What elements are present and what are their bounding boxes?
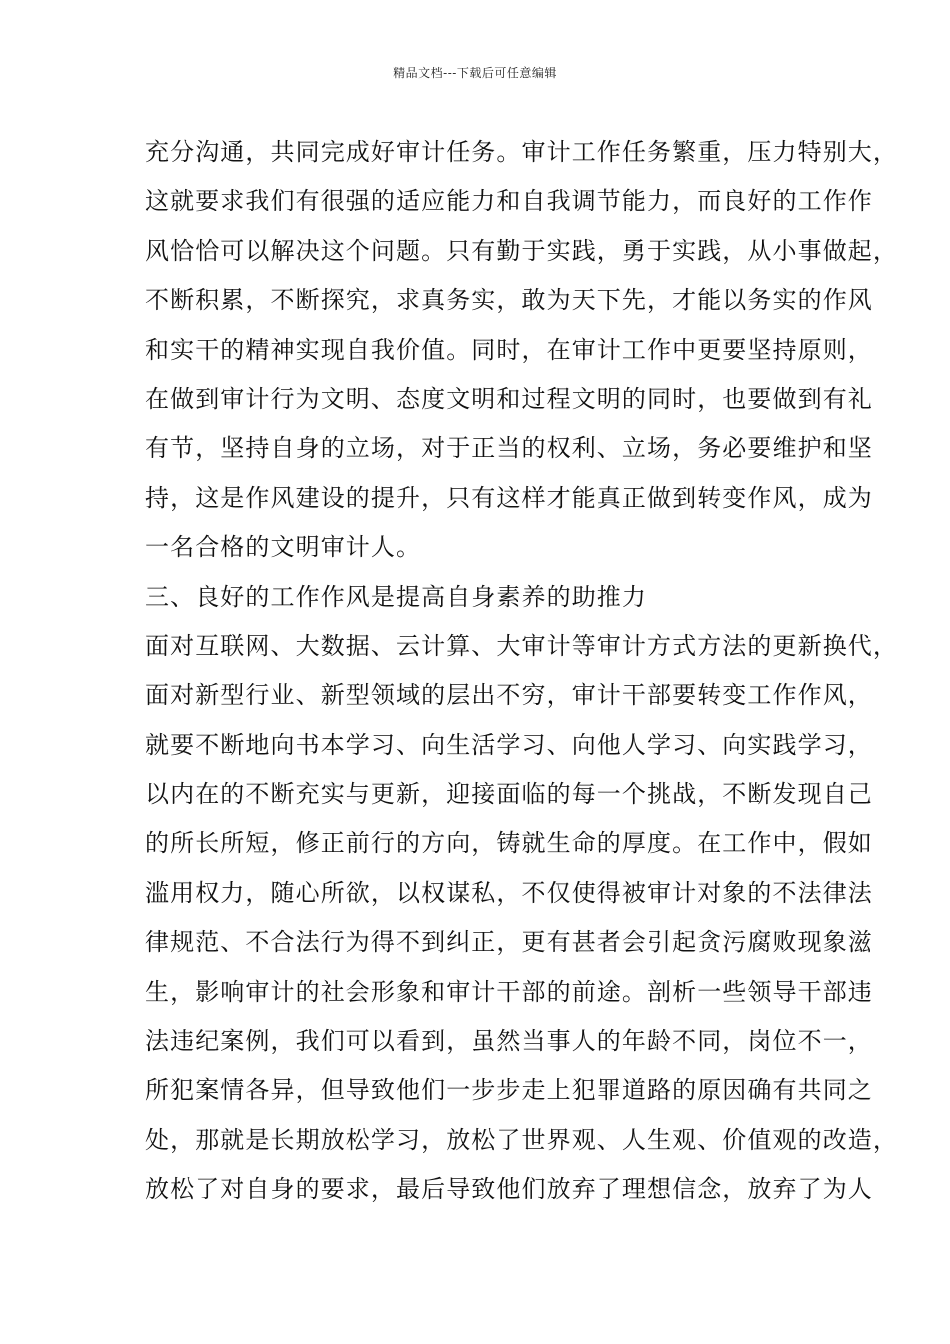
text-line: 放松了对自身的要求，最后导致他们放弃了理想信念，放弃了为人 bbox=[145, 1175, 873, 1204]
text-line: 充分沟通，共同完成好审计任务。审计工作任务繁重，压力特别大， bbox=[145, 138, 898, 166]
text-line: 的所长所短，修正前行的方向，铸就生命的厚度。在工作中，假如 bbox=[145, 829, 873, 858]
text-line: 和实干的精神实现自我价值。同时，在审计工作中更要坚持原则， bbox=[145, 335, 873, 364]
text-line: 在做到审计行为文明、态度文明和过程文明的同时，也要做到有礼 bbox=[145, 384, 873, 413]
text-line: 这就要求我们有很强的适应能力和自我调节能力，而良好的工作作 bbox=[145, 187, 873, 216]
text-line: 有节，坚持自身的立场，对于正当的权利、立场，务必要维护和坚 bbox=[145, 434, 873, 463]
text-line: 面对互联网、大数据、云计算、大审计等审计方式方法的更新换代， bbox=[145, 631, 898, 660]
body-text bbox=[145, 128, 898, 1215]
text-line: 不断积累，不断探究，求真务实，敢为天下先，才能以务实的作风 bbox=[145, 286, 873, 315]
text-line: 所犯案情各异，但导致他们一步步走上犯罪道路的原因确有共同之 bbox=[145, 1076, 873, 1105]
text-line: 法违纪案例，我们可以看到，虽然当事人的年龄不同，岗位不一， bbox=[145, 1027, 873, 1056]
text-line: 一名合格的文明审计人。 bbox=[145, 533, 422, 562]
page-header: 精品文档---下载后可任意编辑 bbox=[393, 66, 557, 80]
text-line: 持，这是作风建设的提升，只有这样才能真正做到转变作风，成为 bbox=[145, 483, 873, 512]
section-heading: 三、良好的工作作风是提高自身素养的助推力 bbox=[145, 582, 647, 611]
text-line: 就要不断地向书本学习、向生活学习、向他人学习、向实践学习， bbox=[145, 730, 873, 759]
text-line: 风恰恰可以解决这个问题。只有勤于实践，勇于实践，从小事做起， bbox=[145, 236, 898, 265]
text-line: 处，那就是长期放松学习，放松了世界观、人生观、价值观的改造， bbox=[145, 1125, 898, 1154]
text-line: 律规范、不合法行为得不到纠正，更有甚者会引起贪污腐败现象滋 bbox=[145, 928, 873, 957]
text-line: 以内在的不断充实与更新，迎接面临的每一个挑战，不断发现自己 bbox=[145, 780, 873, 809]
text-line: 面对新型行业、新型领域的层出不穷，审计干部要转变工作作风， bbox=[145, 681, 873, 710]
text-line: 生，影响审计的社会形象和审计干部的前途。剖析一些领导干部违 bbox=[145, 977, 873, 1006]
text-line: 滥用权力，随心所欲，以权谋私，不仅使得被审计对象的不法律法 bbox=[145, 878, 873, 907]
